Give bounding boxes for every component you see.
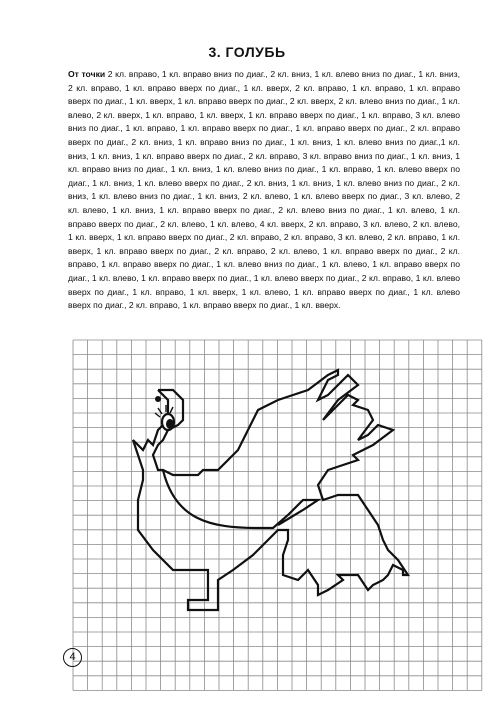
wing-curve: [163, 470, 318, 528]
dove-figure: [133, 370, 408, 610]
cell-grid: [73, 340, 482, 690]
start-label: От точки: [68, 69, 106, 79]
dove-outline: [133, 370, 408, 610]
start-point-dot: [155, 396, 161, 402]
eye-icon: [162, 414, 174, 430]
page-number-badge: 4: [63, 648, 82, 667]
page-title: 3. ГОЛУБЬ: [208, 44, 286, 60]
instructions-text: 2 кл. вправо, 1 кл. вправо вниз по диаг., 2 кл. вниз, 1 кл. влево вниз по диаг., 1 кл. вниз, 2 кл. вправо, 1 кл. вправо вверх по диаг., 1 кл. вверх, 2 кл. вправо, 1 кл. вправо, 1 кл. вправо вверх по диаг., 1 кл. вверх, 1 кл. вправо вверх по диаг., 2 кл. вверх, 2 кл. влево вниз по диаг., 1 кл. влево, 2 кл. вверх, 1 кл. вправо, 1 кл. вверх, 1 кл. вправо вверх по диаг., 1 кл. вправо, 3 кл. влево вниз по диаг., 1 кл. вправо, 1 кл. вправо вверх по диаг., 1 кл. вправо вверх по диаг., 2 кл. вправо вверх по диаг., 2 кл. вниз, 1 кл. вправо вниз по диаг., 1 кл. вниз, 1 кл. влево вниз по диаг.,1 кл. вниз, 1 кл. вниз, 1 кл. вправо вверх по диаг., 2 кл. вправо, 3 кл. вправо вниз по диаг., 1 кл. вниз, 1 кл. вправо вниз по диаг., 1 кл. вниз, 1 кл. влево вниз по диаг., 1 кл. вправо, 1 кл. влево вверх по диаг., 1 кл. вниз, 1 кл. влево вверх по диаг., 2 кл. вниз, 1 кл. вниз, 1 кл. влево вниз по диаг., 2 кл. вниз, 1 кл. влево вниз по диаг., 1 кл. вниз, 2 кл. влево, 1 кл. влево вверх по диаг., 3 кл. влево, 2 кл. влево, 1 кл. вниз, 1 кл. вправо вверх по диаг., 2 кл. влево вниз по диаг., 1 кл. влево, 1 кл. вправо вверх по диаг., 2 кл. влево, 1 кл. влево, 4 кл. вверх, 2 кл. вправо, 3 кл. влево, 2 кл. влево, 1 кл. вверх, 1 кл. вправо вверх по диаг., 2 кл. вправо, 2 кл. вправо, 3 кл. влево, 2 кл. вправо, 1 кл. вверх, 1 кл. вправо вверх по диаг., 2 кл. вправо, 2 кл. влево, 1 кл. вправо вверх по диаг., 2 кл. вправо, 1 кл. вправо вверх по диаг., 1 кл. влево вниз по диаг., 1 кл. влево, 1 кл. вправо вверх по диаг., 1 кл. влево, 1 кл. вправо вверх по диаг., 1 кл. влево вверх по диаг., 2 кл. вправо, 1 кл. влево вверх по диаг., 1 кл. вправо, 1 кл. вверх, 1 кл. влево, 1 кл. вправо вверх по диаг., 1 кл. влево вверх по диаг., 2 кл. вправо, 1 кл. вправо вверх по диаг., 1 кл. вверх.: [68, 69, 460, 311]
instructions-paragraph: [68, 68, 460, 313]
eyelash-marks: [155, 405, 173, 417]
